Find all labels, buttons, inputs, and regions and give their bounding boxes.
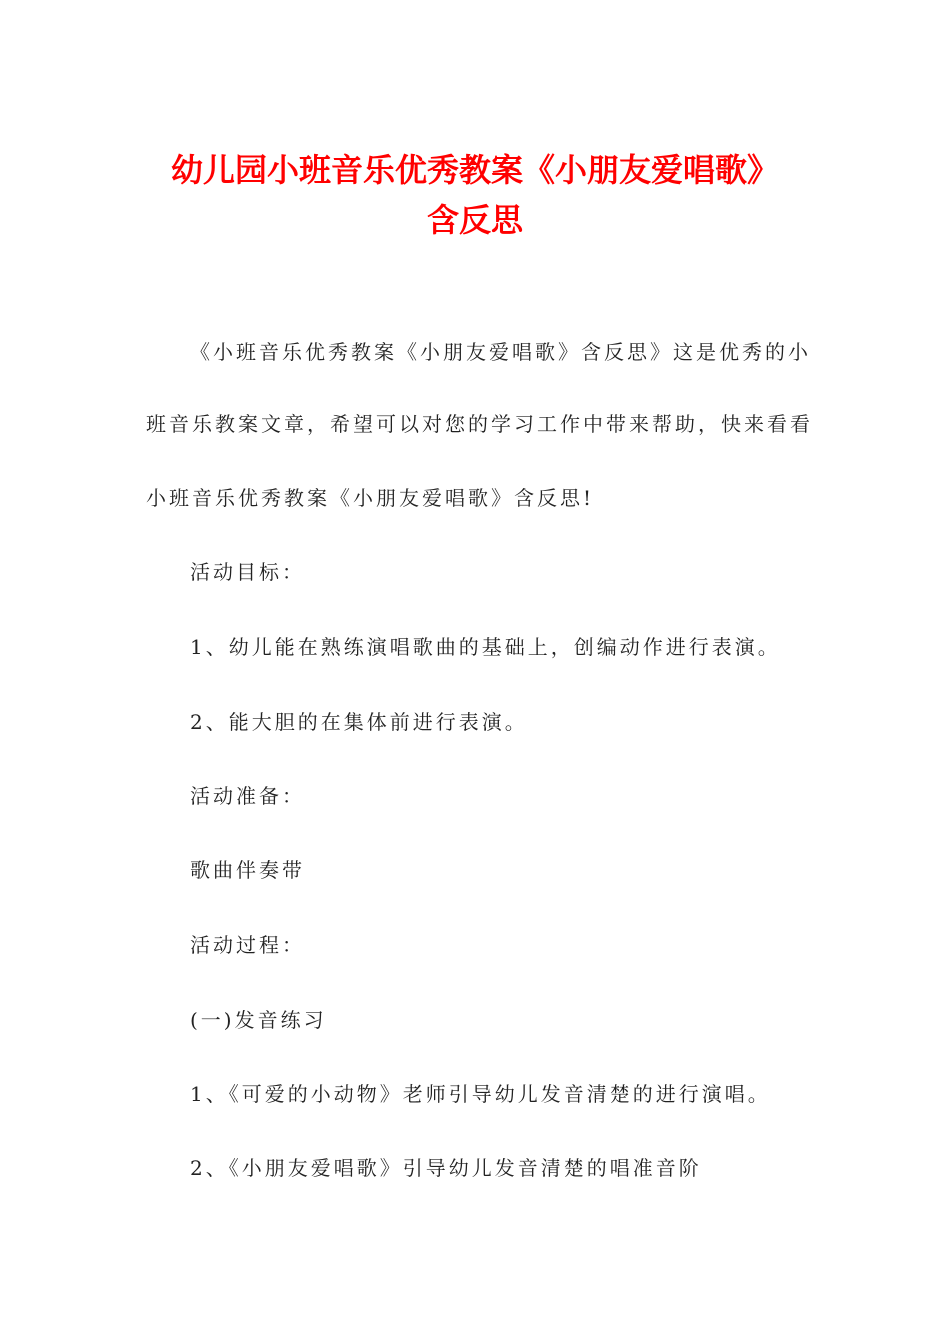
document-title-line-2: 含反思 <box>426 201 523 239</box>
intro-line-3: 小班音乐优秀教案《小朋友爱唱歌》含反思! <box>146 486 595 510</box>
intro-line-1: 《小班音乐优秀教案《小朋友爱唱歌》含反思》这是优秀的小 <box>190 340 811 364</box>
goal-item-2: 2、能大胆的在集体前进行表演。 <box>190 710 528 734</box>
goals-heading: 活动目标： <box>190 560 305 584</box>
goal-item-1: 1、幼儿能在熟练演唱歌曲的基础上，创编动作进行表演。 <box>190 635 781 659</box>
preparation-heading: 活动准备： <box>190 784 305 808</box>
document-title-line-1: 幼儿园小班音乐优秀教案《小朋友爱唱歌》 <box>170 151 779 189</box>
step-1-item-1: 1、《可爱的小动物》老师引导幼儿发音清楚的进行演唱。 <box>190 1082 771 1106</box>
step-1-item-2: 2、《小朋友爱唱歌》引导幼儿发音清楚的唱准音阶 <box>190 1156 702 1180</box>
preparation-item: 歌曲伴奏带 <box>190 858 305 882</box>
step-1-heading: (一)发音练习 <box>190 1008 327 1032</box>
process-heading: 活动过程： <box>190 933 305 957</box>
intro-line-2: 班音乐教案文章，希望可以对您的学习工作中带来帮助，快来看看 <box>146 412 813 436</box>
